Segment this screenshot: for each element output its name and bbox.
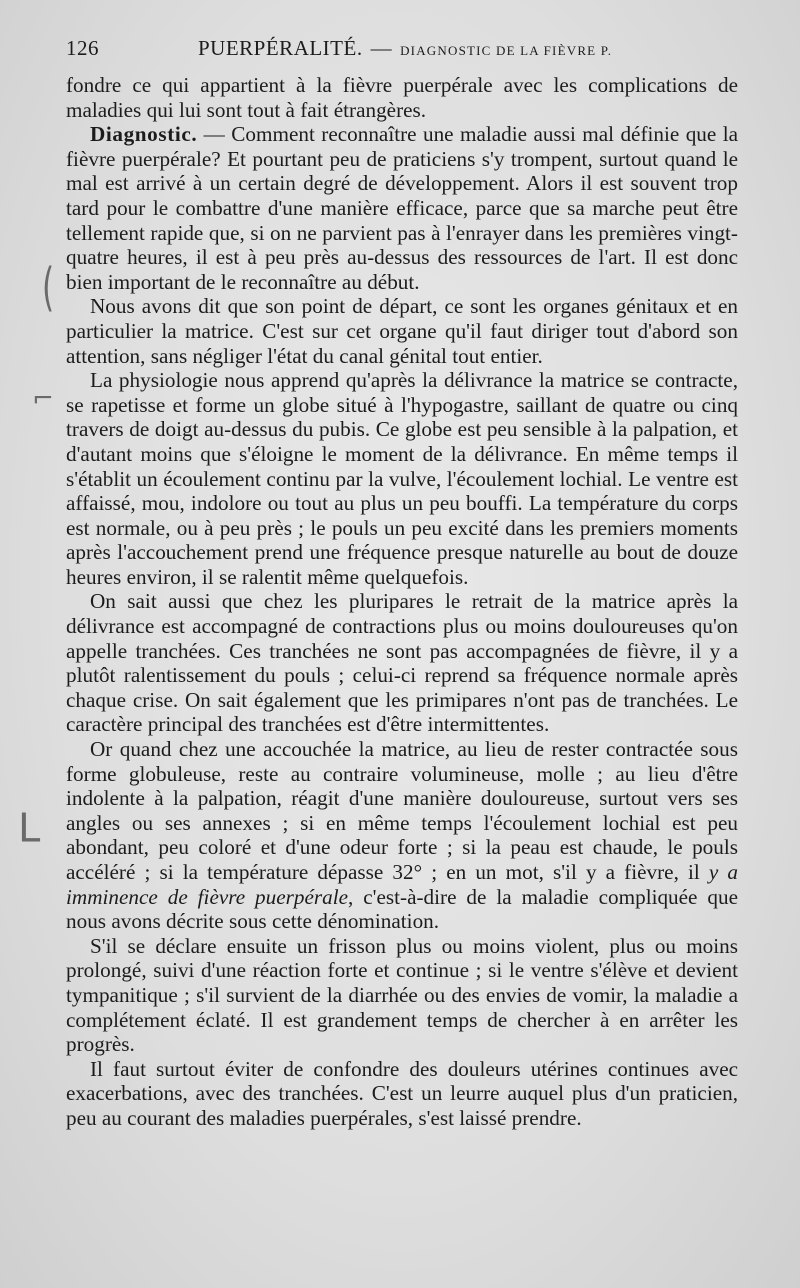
margin-bracket-mark: ( <box>42 258 55 318</box>
margin-annotation-mark: ᒪ <box>18 806 41 852</box>
paragraph-text: Or quand chez une accouchée la matrice, au lieu de rester contractée sous forme globuleuse, reste au contraire volumineuse, molle ; au lieu d'être indolente à la palpation, réagit d'une manière douloureuse, surtout vers ses angles ou ses annexes ; si en même temps l'écoulement lochial est peu abondant, peu coloré et d'une odeur forte ; si la peau est chaude, le pouls accéléré ; si la température dépasse 32° ; en un mot, s'il y a fièvre, il <box>66 737 738 884</box>
running-subtitle: DIAGNOSTIC DE LA FIÈVRE P. <box>400 43 613 58</box>
paragraph: On sait aussi que chez les pluripares le retrait de la matrice après la délivrance est accompagné de contractions plus ou moins douloureuses qu'on appelle tranchées. Ces tranchées ne sont pas accompagnées de fièvre, il y a plutôt ralentissement du pouls ; celui-ci reprend sa fréquence normale après chaque crise. On sait également que les primipares n'ont pas de tranchées. Le caractère principal des tranchées est d'être intermittentes. <box>66 589 738 737</box>
section-heading: Diagnostic. <box>90 122 198 147</box>
header-dash: — <box>370 36 393 60</box>
margin-arrow-mark: ⌐ <box>32 384 54 414</box>
emphasized-text: y a imminence de fièvre puerpérale <box>66 860 739 909</box>
paragraph-text: , c'est-à-dire de la maladie compliquée que nous avons décrite sous cette dénomination. <box>66 884 738 934</box>
paragraph: La physiologie nous apprend qu'après la délivrance la matrice se contracte, se rapetisse et forme un globe situé à l'hypogastre, saillant de quatre ou cinq travers de doigt au-dessus du pubis. Ce globe est peu sensible à la palpation, et d'autant moins que s'éloigne le moment de la délivrance. En même temps il s'établit un écoulement continu par la vulve, l'écoulement lochial. Le ventre est affaissé, mou, indolore ou tout au plus un peu bouffi. La température du corps est normale, ou à peu près ; le pouls un peu excité dans les premiers moments après l'accouchement prend une fréquence presque naturelle au bout de douze heures environ, il se ralentit même quelquefois. <box>66 368 738 589</box>
paragraph-diagnostic <box>66 122 738 294</box>
page-header <box>66 36 746 66</box>
paragraph-imminence <box>66 737 738 934</box>
running-title-text: PUERPÉRALITÉ. <box>198 36 363 60</box>
body-text <box>66 73 738 1131</box>
paragraph: fondre ce qui appartient à la fièvre puerpérale avec les complications de maladies qui lui sont tout à fait étrangères. <box>66 73 738 122</box>
running-title <box>198 36 612 61</box>
page-number: 126 <box>66 36 99 60</box>
paragraph: Il faut surtout éviter de confondre des douleurs utérines continues avec exacerbations, avec des tranchées. C'est un leurre auquel plus d'un praticien, peu au courant des maladies puerpérales, s'est laissé prendre. <box>66 1056 738 1130</box>
paragraph-text: — Comment reconnaître une maladie aussi mal définie que la fièvre puerpérale? Et pourtant peu de praticiens s'y trompent, surtout quand le mal est arrivé à un certain degré de développement. Alors il est souvent trop tard pour le combattre d'une manière efficace, parce que sa marche peut être tellement rapide que, si on ne parvient pas à l'enrayer dans les premières vingt-quatre heures, il est à peu près au-dessus des ressources de l'art. Il est donc bien important de le reconnaître au début. <box>66 122 738 294</box>
paragraph: S'il se déclare ensuite un frisson plus ou moins violent, plus ou moins prolongé, suivi d'une réaction forte et continue ; si le ventre s'élève et devient tympanitique ; s'il survient de la diarrhée ou des envies de vomir, la maladie a complétement éclaté. Il est grandement temps de chercher à en arrêter les progrès. <box>66 933 738 1057</box>
paragraph: Nous avons dit que son point de départ, ce sont les organes génitaux et en particulier la matrice. C'est sur cet organe qu'il faut diriger tout d'abord son attention, sans négliger l'état du canal génital tout entier. <box>66 294 738 368</box>
